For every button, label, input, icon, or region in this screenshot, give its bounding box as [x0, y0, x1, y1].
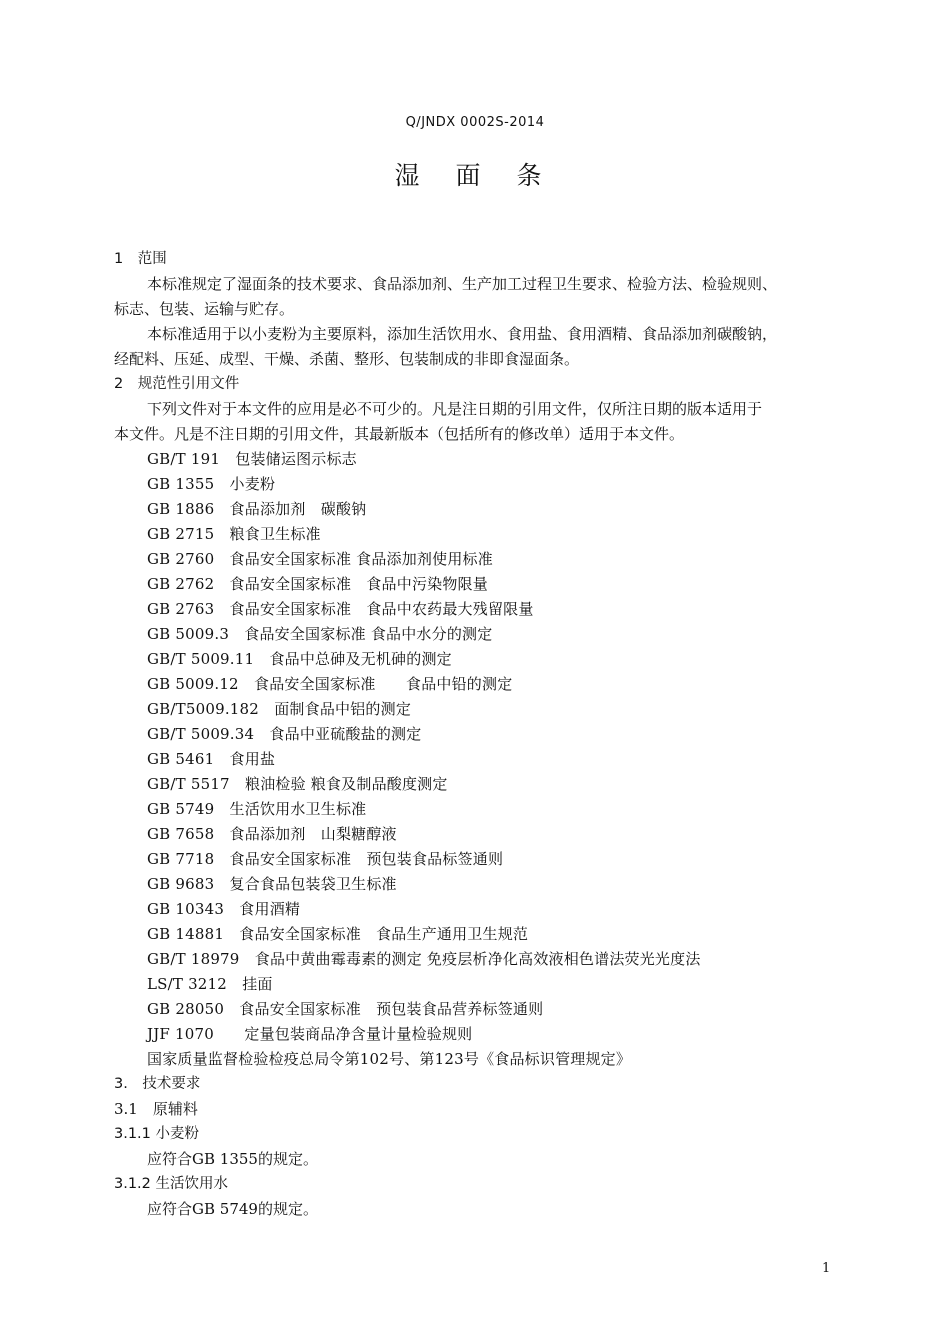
reference-item: GB/T 5009.11 食品中总砷及无机砷的测定 [147, 650, 452, 668]
reference-item: GB 2760 食品安全国家标准 食品添加剂使用标准 [147, 550, 493, 568]
section-1-paragraph-2-line-1: 本标准适用于以小麦粉为主要原料，添加生活饮用水、食用盐、食用酒精、食品添加剂碳酸钠， [147, 325, 778, 343]
reference-item: GB/T 5517 粮油检验 粮食及制品酸度测定 [147, 775, 448, 793]
reference-item: GB 5009.3 食品安全国家标准 食品中水分的测定 [147, 625, 493, 643]
reference-item: GB 2715 粮食卫生标准 [147, 525, 321, 543]
standard-code: Q/JNDX 0002S-2014 [405, 115, 545, 130]
reference-item: GB 2762 食品安全国家标准 食品中污染物限量 [147, 575, 488, 593]
subsection-3-1-2-text: 应符合GB 5749的规定。 [147, 1200, 318, 1218]
section-1-heading: 1 范围 [114, 251, 167, 267]
subsection-3-1-heading: 3.1 原辅料 [114, 1100, 198, 1118]
section-1-paragraph-1-line-1: 本标准规定了湿面条的技术要求、食品添加剂、生产加工过程卫生要求、检验方法、检验规则、 [147, 275, 778, 293]
section-1-paragraph-2-line-2: 经配料、压延、成型、干燥、杀菌、整形、包装制成的非即食湿面条。 [114, 350, 580, 368]
reference-item: GB 5009.12 食品安全国家标准 食品中铅的测定 [147, 675, 513, 693]
reference-item: GB 2763 食品安全国家标准 食品中农药最大残留限量 [147, 600, 534, 618]
reference-item: GB 5749 生活饮用水卫生标准 [147, 800, 367, 818]
reference-item: GB 1355 小麦粉 [147, 475, 276, 493]
section-2-heading: 2 规范性引用文件 [114, 376, 240, 392]
reference-item: GB/T 5009.34 食品中亚硫酸盐的测定 [147, 725, 422, 743]
subsection-3-1-2-heading: 3.1.2 生活饮用水 [114, 1176, 229, 1192]
reference-item: 国家质量监督检验检疫总局令第102号、第123号《食品标识管理规定》 [147, 1050, 632, 1068]
section-1-paragraph-1-line-2: 标志、包装、运输与贮存。 [114, 300, 295, 318]
reference-list [114, 447, 836, 1072]
reference-item: GB 9683 复合食品包装袋卫生标准 [147, 875, 397, 893]
reference-item: GB/T5009.182 面制食品中铝的测定 [147, 700, 412, 718]
document-title: 湿 面 条 [394, 161, 556, 190]
reference-item: GB 1886 食品添加剂 碳酸钠 [147, 500, 367, 518]
page-number: 1 [822, 1261, 831, 1276]
section-3-heading: 3. 技术要求 [114, 1076, 201, 1092]
reference-item: LS/T 3212 挂面 [147, 975, 273, 993]
reference-item: GB 5461 食用盐 [147, 750, 276, 768]
subsection-3-1-1-heading: 3.1.1 小麦粉 [114, 1126, 200, 1142]
reference-item: JJF 1070 定量包装商品净含量计量检验规则 [147, 1025, 473, 1043]
subsection-3-1-1-text: 应符合GB 1355的规定。 [147, 1150, 318, 1168]
section-2-intro-line-1: 下列文件对于本文件的应用是必不可少的。凡是注日期的引用文件，仅所注日期的版本适用于 [147, 400, 763, 418]
reference-item: GB/T 18979 食品中黄曲霉毒素的测定 免疫层析净化高效液相色谱法荧光光度法 [147, 950, 701, 968]
reference-item: GB 28050 食品安全国家标准 预包装食品营养标签通则 [147, 1000, 544, 1018]
reference-item: GB 7718 食品安全国家标准 预包装食品标签通则 [147, 850, 504, 868]
section-2-intro-line-2: 本文件。凡是不注日期的引用文件，其最新版本（包括所有的修改单）适用于本文件。 [114, 425, 685, 443]
reference-item: GB 10343 食用酒精 [147, 900, 301, 918]
reference-item: GB 7658 食品添加剂 山梨糖醇液 [147, 825, 397, 843]
reference-item: GB 14881 食品安全国家标准 食品生产通用卫生规范 [147, 925, 529, 943]
reference-item: GB/T 191 包装储运图示标志 [147, 450, 357, 468]
document-body [114, 247, 836, 1222]
